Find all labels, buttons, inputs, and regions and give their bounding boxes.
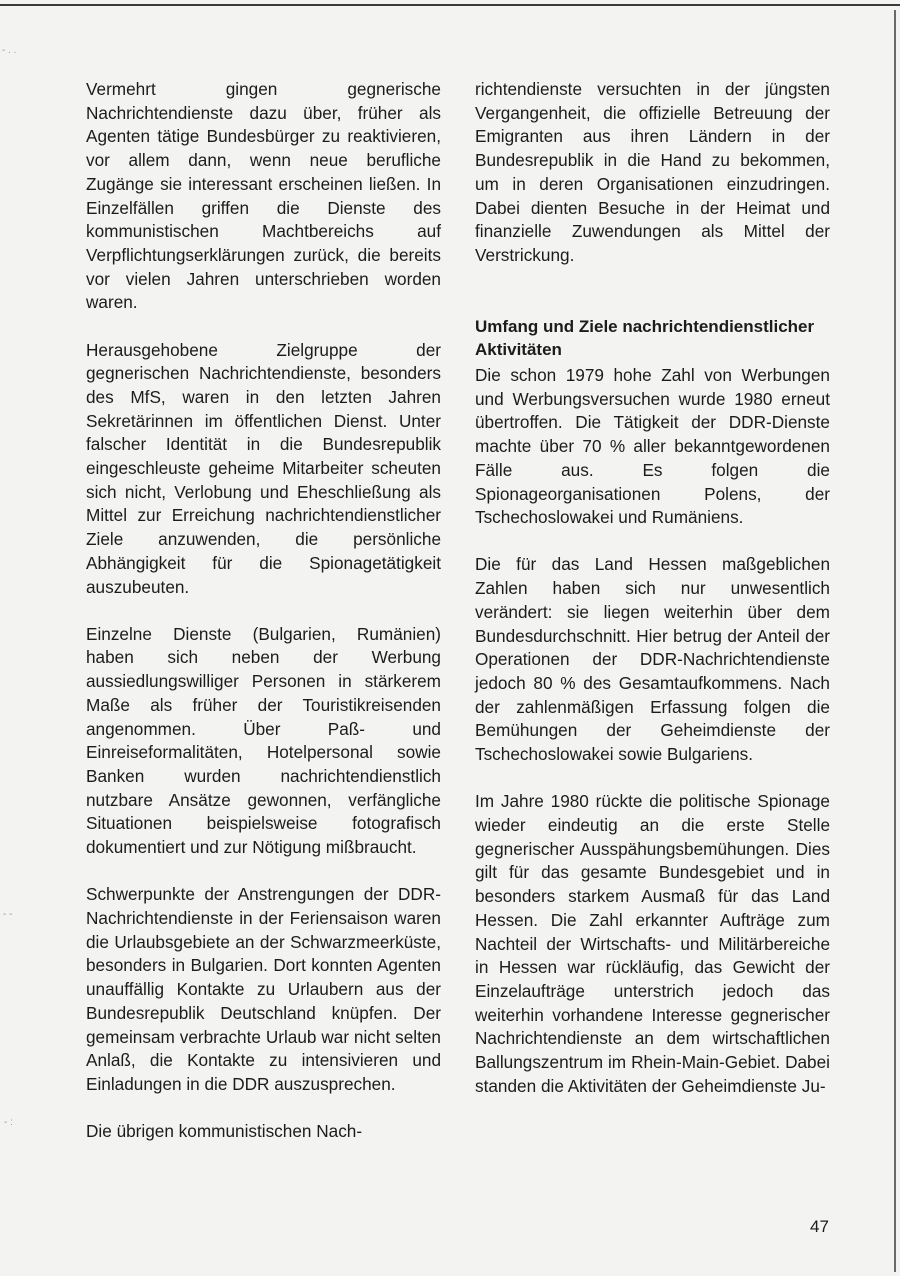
left-paragraph-5: Die übrigen kommunistischen Nach- bbox=[86, 1121, 363, 1142]
top-border-line bbox=[0, 4, 900, 6]
right-paragraph-1: richtendienste versuchten in der jüngsten Vergangenheit, die offizielle Betreuung der Emigranten aus ihren Ländern in der Bundesrepublik in die Hand zu bekommen, um in deren Organisationen einzudringen. Dabei dienten Besuche in der Heimat und finanzielle Zuwendungen als Mittel der Verstrickung. bbox=[475, 79, 830, 265]
right-paragraph-2: Die schon 1979 hohe Zahl von Werbungen und Werbungsversuchen wurde 1980 erneut übertroffen. Die Tätigkeit der DDR-Dienste machte über 70 % aller bekanntgewordenen Fälle aus. Es folgen die Spionageorganisationen Polens, der Tschechoslowakei und Rumäniens. bbox=[475, 365, 830, 528]
right-border-line bbox=[894, 10, 896, 1272]
left-paragraph-1: Vermehrt gingen gegnerische Nachrichtendienste dazu über, früher als Agenten tätige Bundesbürger zu reaktivieren, vor allem dann, wenn neue berufliche Zugänge sie interessant erscheinen ließen. In Einzelfällen griffen die Dienste des kommunistischen Machtbereichs auf Verpflichtungserklärungen zurück, die bereits vor vielen Jahren unterschrieben worden waren. bbox=[86, 79, 441, 313]
right-paragraph-4: Im Jahre 1980 rückte die politische Spionage wieder eindeutig an die erste Stelle gegnerischer Ausspähungsbemühungen. Dies gilt für das gesamte Bundesgebiet und in besonders starkem Ausmaß für das Land Hessen. Die Zahl erkannter Aufträge zum Nachteil der Wirtschafts- und Militärbereiche in Hessen war rückläufig, das Gewicht der Einzelaufträge unterstrich jedoch das weiterhin vorhandene Interesse gegnerischer Nachrichtendienste an dem wirtschaftlichen Ballungszentrum im Rhein-Main-Gebiet. Dabei standen die Aktivitäten der Geheimdienste Ju- bbox=[475, 791, 830, 1096]
left-paragraph-2: Herausgehobene Zielgruppe der gegnerischen Nachrichtendienste, besonders des MfS, waren in den letzten Jahren Sekretärinnen im öffentlichen Dienst. Unter falscher Identität in die Bundesrepublik eingeschleuste geheime Mitarbeiter scheuten sich nicht, Verlobung und Eheschließung als Mittel zur Erreichung nachrichtendienstlicher Ziele anzuwenden, die persönliche Abhängigkeit für die Spionagetätigkeit auszubeuten. bbox=[86, 339, 441, 597]
scan-artifact: - . . bbox=[2, 45, 17, 56]
page-number: 47 bbox=[810, 1217, 829, 1236]
left-paragraph-3: Einzelne Dienste (Bulgarien, Rumänien) haben sich neben der Werbung aussiedlungswilliger Personen in stärkerem Maße als früher der Touristikreisenden angenommen. Über Paß- und Einreiseformalitäten, Hotelpersonal sowie Banken wurden nachrichtendienstlich nutzbare Ansätze gewonnen, verfängliche Situationen beispielsweise fotografisch dokumentiert und zur Nötigung mißbraucht. bbox=[86, 623, 441, 858]
scan-artifact: - : bbox=[4, 1117, 13, 1128]
right-column bbox=[475, 78, 830, 1122]
right-paragraph-3: Die für das Land Hessen maßgeblichen Zahlen haben sich nur unwesentlich verändert: sie liegen weiterhin über dem Bundesdurchschnitt. Hier betrug der Anteil der Operationen der DDR-Nachrichtendienste jedoch 80 % des Gesamtaufkommens. Nach der zahlenmäßigen Erfassung folgen die Bemühungen der Geheimdienste der Tschechoslowakei sowie Bulgariens. bbox=[475, 554, 830, 765]
scan-artifact: - - bbox=[3, 909, 13, 920]
left-paragraph-4: Schwerpunkte der Anstrengungen der DDR-Nachrichtendienste in der Feriensaison waren die Urlaubsgebiete an der Schwarzmeerküste, besonders in Bulgarien. Dort konnten Agenten unauffällig Kontakte zu Urlaubern aus der Bundesrepublik Deutschland knüpfen. Der gemeinsam verbrachte Urlaub war nicht selten Anlaß, die Kontakte zu intensivieren und Einladungen in die DDR auszusprechen. bbox=[86, 884, 441, 1094]
left-column bbox=[86, 78, 441, 1167]
section-heading: Umfang und Ziele nachrichtendienstlicher Aktivitäten bbox=[475, 316, 815, 360]
